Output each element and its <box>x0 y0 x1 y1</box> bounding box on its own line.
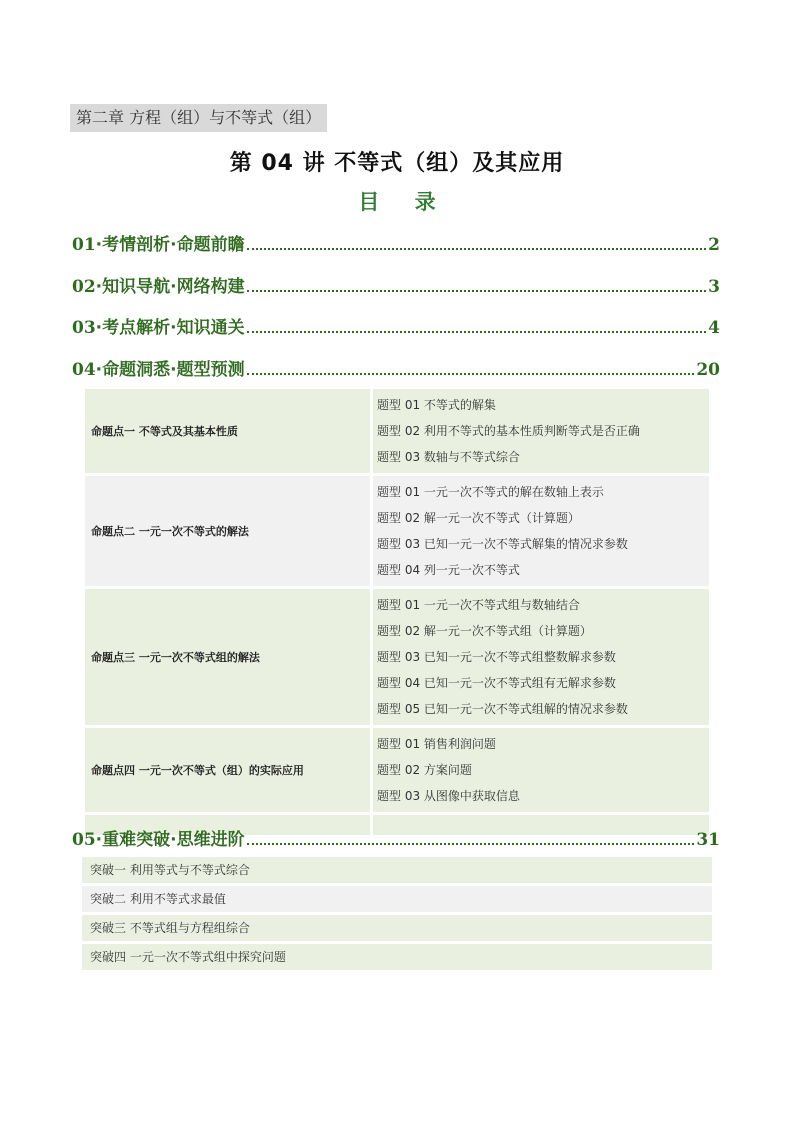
question-type-item[interactable]: 题型 03 数轴与不等式综合 <box>377 450 520 464</box>
topic-table <box>82 386 712 838</box>
topic-row <box>85 389 709 473</box>
question-type-item[interactable]: 题型 01 一元一次不等式组与数轴结合 <box>377 598 580 612</box>
topic-name: 命题点四 一元一次不等式（组）的实际应用 <box>85 728 370 812</box>
toc-entry-number: 04 <box>72 360 96 380</box>
topic-items <box>373 589 709 725</box>
topic-row <box>85 589 709 725</box>
topic-items <box>373 728 709 812</box>
topic-name: 命题点三 一元一次不等式组的解法 <box>85 589 370 725</box>
question-type-item[interactable]: 题型 02 解一元一次不等式组（计算题） <box>377 624 592 638</box>
toc-entry-page: 4 <box>708 318 720 338</box>
chapter-label: 第二章 方程（组）与不等式（组） <box>70 104 327 132</box>
question-type-item[interactable]: 题型 01 销售利润问题 <box>377 737 496 751</box>
question-type-item[interactable]: 题型 01 一元一次不等式的解在数轴上表示 <box>377 485 604 499</box>
toc-entry-number: 01 <box>72 235 96 255</box>
toc-entry-label: ·考情剖析·命题前瞻 <box>95 235 245 255</box>
question-type-item[interactable]: 题型 05 已知一元一次不等式组解的情况求参数 <box>377 702 628 716</box>
question-type-item[interactable]: 题型 02 解一元一次不等式（计算题） <box>377 511 580 525</box>
toc-entry-05[interactable] <box>72 824 720 850</box>
toc-entry-number: 02 <box>72 277 96 297</box>
breakthrough-list <box>82 857 712 973</box>
topic-name: 命题点一 不等式及其基本性质 <box>85 389 370 473</box>
topic-row <box>85 728 709 812</box>
question-type-item[interactable]: 题型 02 方案问题 <box>377 763 472 777</box>
toc-entry-page: 20 <box>696 360 720 380</box>
toc-entry-label: ·知识导航·网络构建 <box>95 277 245 297</box>
question-type-item[interactable]: 题型 04 已知一元一次不等式组有无解求参数 <box>377 676 616 690</box>
question-type-item[interactable]: 题型 04 列一元一次不等式 <box>377 563 520 577</box>
toc-leader-dots <box>247 843 695 845</box>
toc-leader-dots <box>247 290 707 292</box>
question-type-item[interactable]: 题型 03 已知一元一次不等式解集的情况求参数 <box>377 537 628 551</box>
toc-leader-dots <box>247 373 695 375</box>
toc-entry-02[interactable] <box>72 271 720 297</box>
breakthrough-item[interactable]: 突破四 一元一次不等式组中探究问题 <box>82 944 712 970</box>
topic-items <box>373 476 709 586</box>
toc-heading: 目 录 <box>358 190 450 214</box>
toc-entry-page: 3 <box>708 277 720 297</box>
question-type-item[interactable]: 题型 01 不等式的解集 <box>377 398 496 412</box>
topic-items <box>373 389 709 473</box>
topic-row <box>85 476 709 586</box>
toc-entry-label: ·重难突破·思维进阶 <box>95 830 245 850</box>
breakthrough-item[interactable]: 突破二 利用不等式求最值 <box>82 886 712 912</box>
breakthrough-item[interactable]: 突破三 不等式组与方程组综合 <box>82 915 712 941</box>
toc-leader-dots <box>247 248 707 250</box>
toc-entry-number: 05 <box>72 830 96 850</box>
question-type-item[interactable]: 题型 03 从图像中获取信息 <box>377 789 520 803</box>
question-type-item[interactable]: 题型 02 利用不等式的基本性质判断等式是否正确 <box>377 424 640 438</box>
toc-entry-page: 31 <box>696 830 720 850</box>
toc-entry-04[interactable] <box>72 354 720 380</box>
toc-entry-01[interactable] <box>72 229 720 255</box>
breakthrough-item[interactable]: 突破一 利用等式与不等式综合 <box>82 857 712 883</box>
toc-entry-03[interactable] <box>72 312 720 338</box>
topic-name: 命题点二 一元一次不等式的解法 <box>85 476 370 586</box>
toc-leader-dots <box>247 331 707 333</box>
page-title: 第 04 讲 不等式（组）及其应用 <box>229 151 565 176</box>
question-type-item[interactable]: 题型 03 已知一元一次不等式组整数解求参数 <box>377 650 616 664</box>
toc-entry-label: ·考点解析·知识通关 <box>95 318 245 338</box>
toc-entry-page: 2 <box>708 235 720 255</box>
toc-entry-number: 03 <box>72 318 96 338</box>
toc-entry-label: ·命题洞悉·题型预测 <box>95 360 245 380</box>
